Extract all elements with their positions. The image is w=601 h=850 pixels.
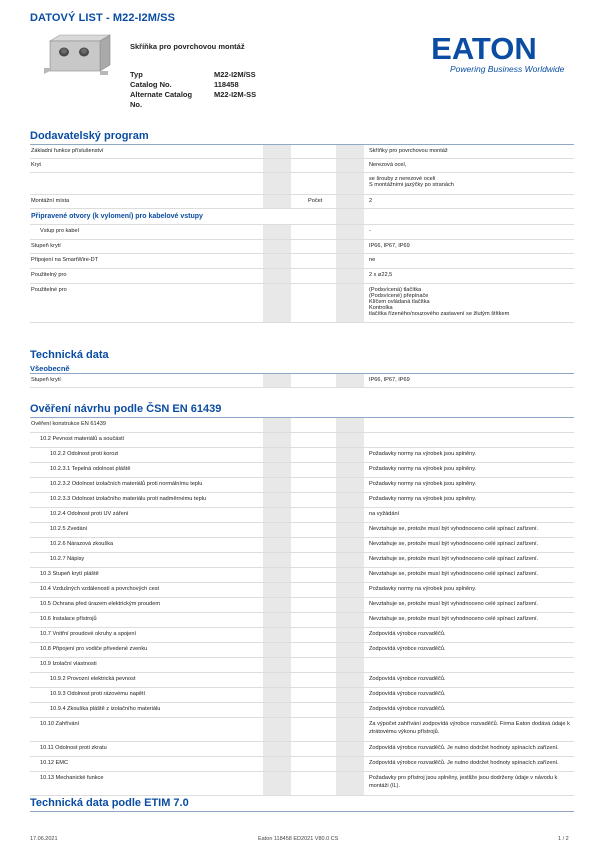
table-row: S montážními jazýčky po stranách	[30, 182, 574, 195]
meta-row: No.	[130, 100, 143, 109]
table-row: Kryt Nerezová ocel,	[30, 159, 574, 173]
product-enclosure-image	[44, 32, 114, 78]
table-row: 10.11 Odolnost proti zkratu Zodpovídá výrobce rozvaděčů. Je nutno dodržet hodnoty spínacích zařízení.	[30, 742, 574, 757]
table-row: Klíčem ovládaná tlačítka	[30, 299, 574, 305]
table-row: 10.2.3.2 Odolnost izolačních materiálů proti normálnímu teplu Požadavky normy na výrobek jsou splněny.	[30, 478, 574, 493]
table-row: 10.3 Stupeň krytí pláště Nevztahuje se, protože musí být vyhodnoceno celé spínací zařízení.	[30, 568, 574, 583]
table-row: 10.2.3.3 Odolnost izolačního materiálu proti nadměrnému teplu Požadavky normy na výrobek jsou splněny.	[30, 493, 574, 508]
logo-tagline: Powering Business Worldwide	[450, 64, 565, 74]
footer-date: 17.06.2021	[30, 836, 58, 842]
table-row: Připravené otvory (k vylomení) pro kabelové vstupy	[30, 209, 574, 225]
table-row: Základní funkce příslušenství Skříňky pro povrchovou montáž	[30, 145, 574, 159]
table-row: 10.9.3 Odolnost proti rázovému napětí Zodpovídá výrobce rozvaděčů.	[30, 688, 574, 703]
table-row: tlačítka řízeného/nouzového zastavení se žlutým štítkem	[30, 311, 574, 323]
table-row: 10.10 Zahřívání Za výpočet zahřívání zodpovídá výrobce rozvaděčů. Firma Eaton dodává údaje k ztrátovému výkonu přístrojů.	[30, 718, 574, 742]
section-title-etim: Technická data podle ETIM 7.0	[30, 797, 189, 809]
product-meta	[130, 70, 304, 110]
table-row: Použitelný pro 2 x ⌀22,5	[30, 269, 574, 284]
product-name: Skříňka pro povrchovou montáž	[130, 42, 245, 51]
table-row: Stupeň krytí IP66, IP67, IP69	[30, 374, 574, 388]
footer-page-number: 1 / 2	[558, 836, 569, 842]
table-row: 10.5 Ochrana před úrazem elektrickým proudem Nevztahuje se, protože musí být vyhodnoceno celé spínací zařízení.	[30, 598, 574, 613]
table-row: 10.9.4 Zkouška pláště z izolačního materiálu Zodpovídá výrobce rozvaděčů.	[30, 703, 574, 718]
table-row: (Podsvícené) přepínače	[30, 293, 574, 299]
table-row: 10.12 EMC Zodpovídá výrobce rozvaděčů. Je nutno dodržet hodnoty spínacích zařízení.	[30, 757, 574, 772]
table-row: 10.7 Vnitřní proudové okruhy a spojení Zodpovídá výrobce rozvaděčů.	[30, 628, 574, 643]
subsection-title-general: Všeobecně	[30, 364, 70, 373]
table-row: Připojení na SmartWire-DT ne	[30, 254, 574, 269]
table-row: Vstup pro kabel -	[30, 225, 574, 240]
table-row: 10.13 Mechanické funkce Požadavky pro přístroj jsou splněny, jestliže jsou dodrženy údaje v návodu k montáži (IL).	[30, 772, 574, 796]
table-row: 10.2.5 Zvedání Nevztahuje se, protože musí být vyhodnoceno celé spínací zařízení.	[30, 523, 574, 538]
footer-document-id: Eaton 118458 ED2021 V80.0 CS	[258, 836, 339, 842]
meta-row: Typ M22-I2M/SS	[130, 70, 256, 79]
table-row: 10.8 Připojení pro vodiče přivedené zvenku Zodpovídá výrobce rozvaděčů.	[30, 643, 574, 658]
table-row: Kontrolka	[30, 305, 574, 311]
table-row: 10.6 Instalace přístrojů Nevztahuje se, protože musí být vyhodnoceno celé spínací zařízení.	[30, 613, 574, 628]
table-row: 10.2.2 Odolnost proti korozi Požadavky normy na výrobek jsou splněny.	[30, 448, 574, 463]
supplier-table	[30, 145, 574, 323]
table-row: 10.9 Izolační vlastnosti	[30, 658, 574, 673]
table-row: se šrouby z nerezové oceli	[30, 173, 574, 182]
meta-row: Catalog No. 118458	[130, 80, 239, 89]
eaton-logo-mark	[430, 32, 538, 62]
section-divider	[30, 811, 574, 812]
meta-row: Alternate Catalog M22-I2M-SS	[130, 90, 257, 99]
eaton-logo	[428, 32, 568, 80]
table-row: Stupeň krytí IP66, IP67, IP69	[30, 240, 574, 254]
table-row: 10.2.4 Odolnost proti UV záření na vyžádání	[30, 508, 574, 523]
table-row: Montážní místa Počet 2	[30, 195, 574, 209]
table-row: 10.2.6 Nárazová zkouška Nevztahuje se, protože musí být vyhodnoceno celé spínací zařízení.	[30, 538, 574, 553]
table-row: 10.2.3.1 Tepelná odolnost pláště Požadavky normy na výrobek jsou splněny.	[30, 463, 574, 478]
table-row: Ověření konstrukce EN 61439	[30, 418, 574, 433]
table-row: 10.4 Vzdušných vzdáleností a povrchových cest Požadavky normy na výrobek jsou splněny.	[30, 583, 574, 598]
table-row: 10.9.2 Provozní elektrická pevnost Zodpovídá výrobce rozvaděčů.	[30, 673, 574, 688]
section-title-technical: Technická data	[30, 349, 109, 361]
technical-table	[30, 374, 574, 388]
section-title-verification: Ověření návrhu podle ČSN EN 61439	[30, 403, 222, 415]
section-title-supplier: Dodavatelský program	[30, 130, 149, 142]
verification-table	[30, 418, 574, 796]
table-row: 10.2 Pevnost materiálů a součástí	[30, 433, 574, 448]
logo-text: EATON	[431, 32, 537, 62]
table-row: Použitelné pro (Podsvícená) tlačítka	[30, 284, 574, 293]
table-row: 10.2.7 Nápisy Nevztahuje se, protože musí být vyhodnoceno celé spínací zařízení.	[30, 553, 574, 568]
document-title: DATOVÝ LIST - M22-I2M/SS	[30, 12, 176, 24]
